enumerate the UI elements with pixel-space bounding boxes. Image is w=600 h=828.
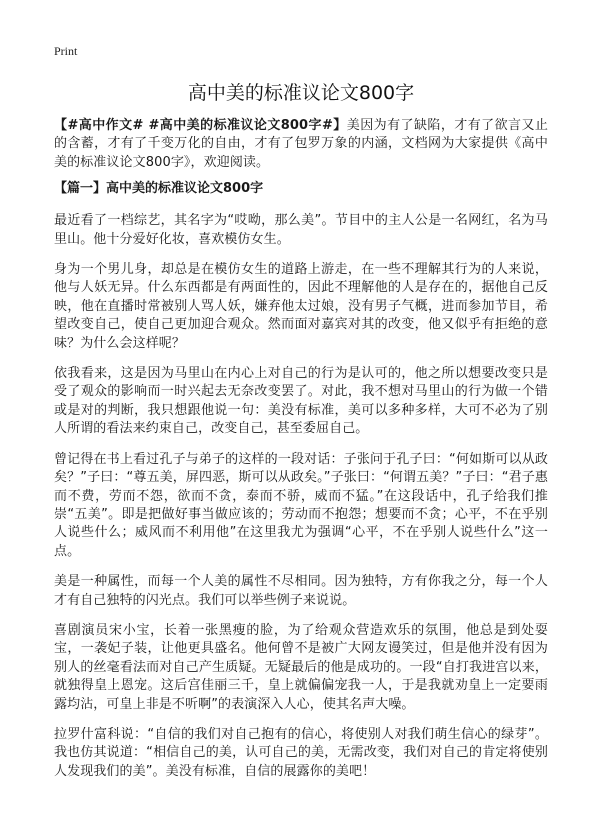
intro-paragraph (54, 117, 548, 172)
body-paragraph: 美是一种属性，而每一个人美的属性不尽相同。因为独特，方有你我之分，每一个人才有自己独特的闪光点。我们可以举些例子来说说。 (54, 574, 548, 608)
body-paragraph: 最近看了一档综艺，其名字为“哎呦，那么美”。节目中的主人公是一名网红，名为马里山。他十分爱好化妆，喜欢模仿女生。 (54, 213, 548, 247)
body-paragraph: 身为一个男儿身，却总是在模仿女生的道路上游走，在一些不理解其行为的人来说，他与人妖无异。什么东西都是有两面性的，因此不理解他的人是存在的，据他自己反映，他在直播时常被别人骂人妖，嫌弃他太过娘，没有男子气概，进而参加节目，希望改变自己，使自己更加迎合观众。然而面对嘉宾对其的改变，他又似乎有拒绝的意味？为什么会这样呢？ (54, 262, 548, 351)
body-paragraph: 喜剧演员宋小宝，长着一张黑瘦的脸，为了给观众营造欢乐的氛围，他总是到处耍宝，一袭妃子装，让他更具盛名。他何曾不是被广大网友谩笑过，但是他并没有因为别人的丝毫看法而对自己产生质疑。无疑最后的他是成功的。一段“自打我进宫以来，就独得皇上恩宠。这后宫佳丽三千，皇上就偏偏宠我一人，于是我就劝皇上一定要雨露均沾，可皇上非是不听啊”的表演深入人心，使其名声大噪。 (54, 622, 548, 712)
body-paragraph: 拉罗什富科说：“自信的我们对自己抱有的信心，将使别人对我们萌生信心的绿芽”。我也仿其说道：“相信自己的美，认可自己的美，无需改变，我们对自己的肯定将使别人发现我们的美”。美没有标准，自信的展露你的美吧！ (54, 726, 548, 779)
intro-text: 美因为有了缺陷，才有了欲言又止的含蓄，才有了千变万化的自由，才有了包罗万象的内涵，文档网为大家提供《高中美的标准议论文800字》，欢迎阅读。 (54, 118, 548, 170)
page-title: 高中美的标准议论文800字 (187, 82, 415, 104)
intro-tag: 【#高中作文# #高中美的标准议论文800字#】 (54, 118, 347, 133)
print-link[interactable]: Print (54, 44, 78, 58)
body-paragraph: 依我看来，这是因为马里山在内心上对自己的行为是认可的，他之所以想要改变只是受了观众的影响而一时兴起去无奈改变罢了。对此，我不想对马里山的行为做一个错或是对的判断，我只想跟他说一句：美没有标准，美可以多种多样，大可不必为了别人所谓的看法来约束自己，改变自己，甚至委屈自己。 (54, 366, 548, 437)
body-paragraph: 曾记得在书上看过孔子与弟子的这样的一段对话：子张问于孔子曰：“何如斯可以从政矣？”子曰：“尊五美，屏四恶，斯可以从政矣。”子张曰：“何谓五美？”子曰：“君子惠而不费，劳而不怨，欲而不贪，泰而不骄，威而不猛。”在这段话中，孔子给我们推崇“五美”。即是把做好事当做应该的；劳动而不抱怨；想要而不贪；心平，不在乎别人说些什么；威风而不利用他”在这里我尤为强调“心平，不在乎别人说些什么”这一点。 (54, 451, 548, 559)
section-heading: 【篇一】高中美的标准议论文800字 (54, 181, 264, 197)
